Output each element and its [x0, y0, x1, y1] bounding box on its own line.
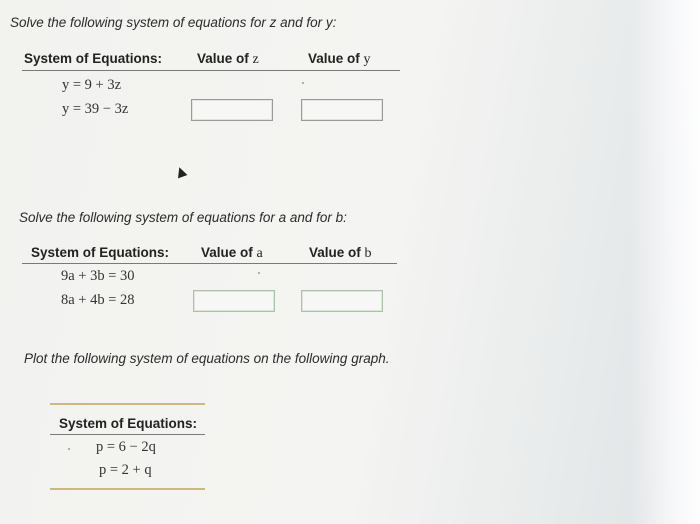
section3-header-system: System of Equations: — [59, 416, 198, 431]
section2-header-rule — [22, 263, 397, 264]
speck — [68, 448, 70, 450]
section3-bottom-rule — [50, 488, 205, 490]
section1-equation-2: y = 39 − 3z — [62, 101, 129, 117]
section3-equation-2: p = 2 + q — [99, 462, 152, 478]
section2-prompt: Solve the following system of equations for a and for b: — [19, 210, 347, 225]
mouse-pointer-icon — [175, 166, 188, 179]
speck — [258, 272, 260, 274]
section2-equation-2: 8a + 4b = 28 — [61, 292, 135, 308]
section1-prompt: Solve the following system of equations for z and for y: — [10, 15, 337, 30]
section1-header-rule — [22, 70, 400, 71]
value-z-input[interactable] — [191, 99, 273, 121]
section2-header-a: Value of a — [201, 245, 263, 261]
value-y-input[interactable] — [301, 99, 383, 121]
section1-header-y: Value of y — [308, 51, 371, 67]
section3-header-rule — [50, 434, 205, 435]
section2-equation-1: 9a + 3b = 30 — [61, 268, 135, 284]
section3-prompt: Plot the following system of equations on the following graph. — [24, 351, 390, 366]
screen-glare — [630, 0, 700, 524]
speck — [302, 82, 304, 84]
section3-top-rule — [50, 403, 205, 405]
section3-equation-1: p = 6 − 2q — [96, 439, 156, 455]
section2-header-system: System of Equations: — [31, 245, 170, 260]
section1-equation-1: y = 9 + 3z — [62, 77, 122, 93]
section2-header-b: Value of b — [309, 245, 372, 261]
value-b-input[interactable] — [301, 290, 383, 312]
section1-header-z: Value of z — [197, 51, 259, 67]
section1-header-system: System of Equations: — [24, 51, 163, 66]
value-a-input[interactable] — [193, 290, 275, 312]
